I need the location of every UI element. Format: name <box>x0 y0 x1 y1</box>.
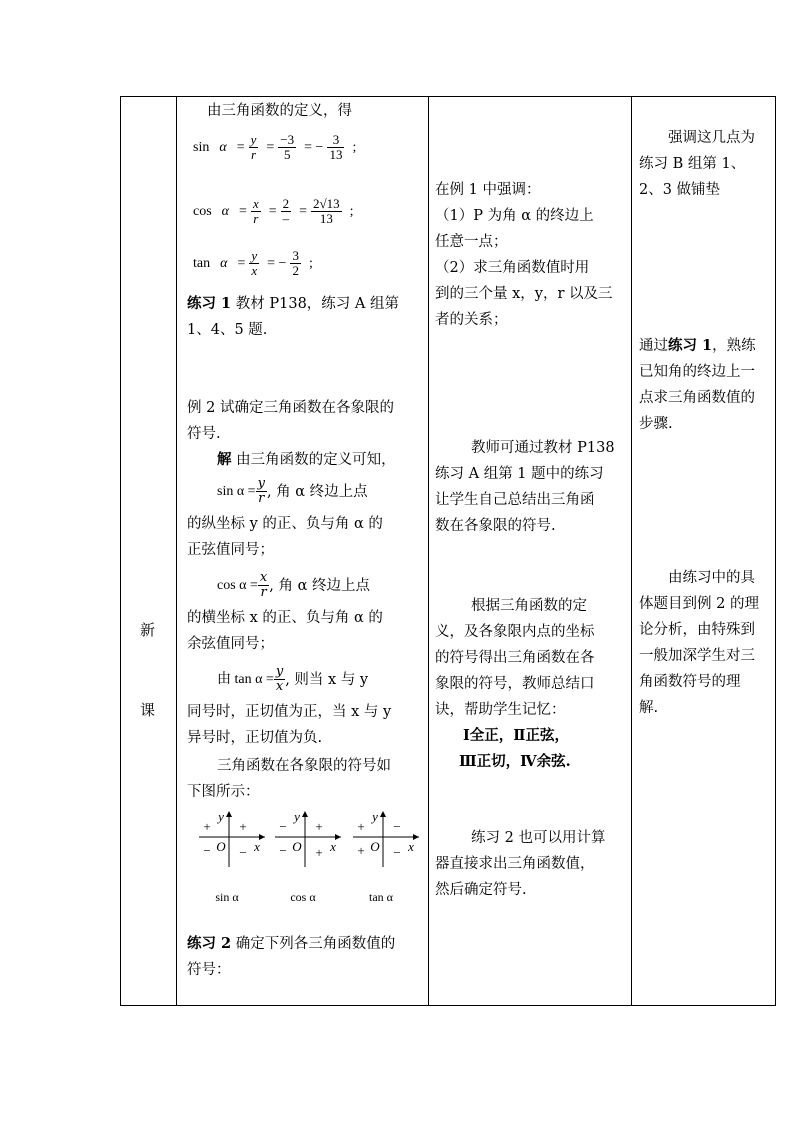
example2-title: 例 2 试确定三角函数在各象限的 <box>187 400 394 416</box>
note-text: （1）P 为角 α 的终边上 <box>435 208 594 224</box>
side-label-char: 课 <box>140 701 156 719</box>
y-axis-arrow <box>380 811 386 817</box>
x-axis-arrow <box>259 834 265 840</box>
x-axis-label: x <box>408 839 414 854</box>
content-cell <box>177 97 428 1005</box>
note-text: 根据三角函数的定 <box>471 598 587 614</box>
sin-definition-2: 的纵坐标 y 的正、负与角 α 的 <box>187 516 383 532</box>
note-text: 义，及各象限内点的坐标 <box>435 624 595 640</box>
x-axis-arrow <box>413 834 419 840</box>
sin-equation: sin α = $\frac{y}{r}$ = $\frac{-3}{5}$ = − $\frac{3}{13}$ ; <box>193 132 357 162</box>
note-text: 练习 2 也可以用计算 <box>471 830 606 846</box>
tan-definition: 由 tan α = $\frac{y}{x}$ , 则当 x 与 y <box>217 664 369 694</box>
quadrant-intro-2: 下图所示： <box>187 784 260 800</box>
tan-definition-3: 异号时，正切值为负. <box>187 730 323 746</box>
note-text: 象限的符号，教师总结口 <box>435 676 595 692</box>
quadrant-intro: 三角函数在各象限的符号如 <box>217 758 391 774</box>
quadrant-sign: + <box>203 819 211 834</box>
quadrant-sign: − <box>393 845 401 860</box>
note-text: 器直接求出三角函数值， <box>435 856 595 872</box>
quadrant-sign: − <box>393 819 401 834</box>
y-axis-arrow <box>302 811 308 817</box>
origin-label: O <box>370 839 380 854</box>
note-text: 教师可通过教材 P138 <box>471 440 615 456</box>
intent-text: 由练习中的具 <box>668 570 755 586</box>
origin-label: O <box>216 839 226 854</box>
intent-cell <box>632 97 777 1005</box>
sin-definition-3: 正弦值同号； <box>187 542 274 558</box>
sin-definition: sin α = $\frac{y}{r}$ , 角 α 终边上点 <box>217 476 368 506</box>
quadrant-sign: + <box>239 819 247 834</box>
note-text: 的符号得出三角函数在各 <box>435 650 595 666</box>
quadrant-sign: + <box>357 843 365 858</box>
quadrant-sign: − <box>239 845 247 860</box>
note-text: 练习 A 组第 1 题中的练习 <box>435 466 604 482</box>
notes-cell <box>429 97 631 1005</box>
intro-text: 由三角函数的定义，得 <box>207 103 352 119</box>
tan-definition-2: 同号时，正切值为正，当 x 与 y <box>187 704 392 720</box>
quadrant-sign: − <box>279 819 287 834</box>
quadrant-sign: − <box>203 843 211 858</box>
note-text: 任意一点； <box>435 234 508 250</box>
note-text: （2）求三角函数值时用 <box>435 260 590 276</box>
note-text: 诀，帮助学生记忆： <box>435 702 566 718</box>
mnemonic-line: Ⅰ全正，Ⅱ正弦， <box>463 727 570 744</box>
intent-text: 2、3 做铺垫 <box>639 182 721 198</box>
note-text: 数在各象限的符号. <box>435 518 556 534</box>
y-axis-label: y <box>372 809 378 824</box>
diagram-caption: tan α <box>369 890 393 904</box>
note-text: 让学生自己总结出三角函 <box>435 492 595 508</box>
intent-text: 已知角的终边上一 <box>639 364 755 380</box>
exercise1-line: 练习 1 教材 P138，练习 A 组第 <box>187 295 399 312</box>
solution-line: 解 由三角函数的定义可知， <box>217 451 396 468</box>
note-text: 在例 1 中强调： <box>435 182 541 198</box>
quadrant-sign-diagrams <box>177 809 428 919</box>
intent-text: 角函数符号的理 <box>639 674 741 690</box>
exercise2-line-2: 符号： <box>187 962 231 978</box>
side-label-cell <box>121 97 176 1005</box>
intent-text: 体题目到例 2 的理 <box>639 596 759 612</box>
exercise2-line: 练习 2 确定下列各三角函数值的 <box>187 935 396 952</box>
intent-text: 解. <box>639 700 659 716</box>
intent-text: 一般加深学生对三 <box>639 648 755 664</box>
y-axis-label: y <box>218 809 224 824</box>
cos-definition: cos α = $\frac{x}{r}$ , 角 α 终边上点 <box>217 570 370 600</box>
x-axis-label: x <box>254 839 260 854</box>
cos-equation: cos α = $\frac{x}{r}$ = $\frac{2}{-}$ = $\frac{2√13}{13}$ ; <box>193 196 354 226</box>
quadrant-sign: + <box>315 845 323 860</box>
intent-text: 步骤. <box>639 416 673 432</box>
quadrant-sign: + <box>357 819 365 834</box>
y-axis-arrow <box>226 811 232 817</box>
intent-text: 点求三角函数值的 <box>639 390 755 406</box>
quadrant-sign: + <box>315 819 323 834</box>
tan-equation: tan α = $\frac{y}{x}$ = − $\frac{3}{2}$ ; <box>193 248 313 278</box>
lesson-table <box>120 96 776 1006</box>
cos-definition-2: 的横坐标 x 的正、负与角 α 的 <box>187 610 383 626</box>
x-axis-arrow <box>335 834 341 840</box>
intent-text: 通过练习 1，熟练 <box>639 337 756 354</box>
note-text: 到的三个量 x，y，r 以及三 <box>435 286 613 302</box>
quadrant-sign: − <box>279 843 287 858</box>
note-text: 然后确定符号. <box>435 882 527 898</box>
origin-label: O <box>292 839 302 854</box>
diagram-caption: cos α <box>290 890 316 904</box>
side-label-char: 新 <box>140 621 156 639</box>
diagram-caption: sin α <box>215 890 239 904</box>
mnemonic-line: Ⅲ正切，Ⅳ余弦. <box>459 753 571 770</box>
note-text: 者的关系； <box>435 312 508 328</box>
cos-definition-3: 余弦值同号； <box>187 636 274 652</box>
x-axis-label: x <box>330 839 336 854</box>
intent-text: 论分析，由特殊到 <box>639 622 755 638</box>
example2-title-2: 符号. <box>187 426 221 442</box>
y-axis-label: y <box>294 809 300 824</box>
exercise1-line2: 1、4、5 题. <box>187 322 268 338</box>
intent-text: 强调这几点为 <box>668 130 755 146</box>
intent-text: 练习 B 组第 1、 <box>639 156 746 172</box>
